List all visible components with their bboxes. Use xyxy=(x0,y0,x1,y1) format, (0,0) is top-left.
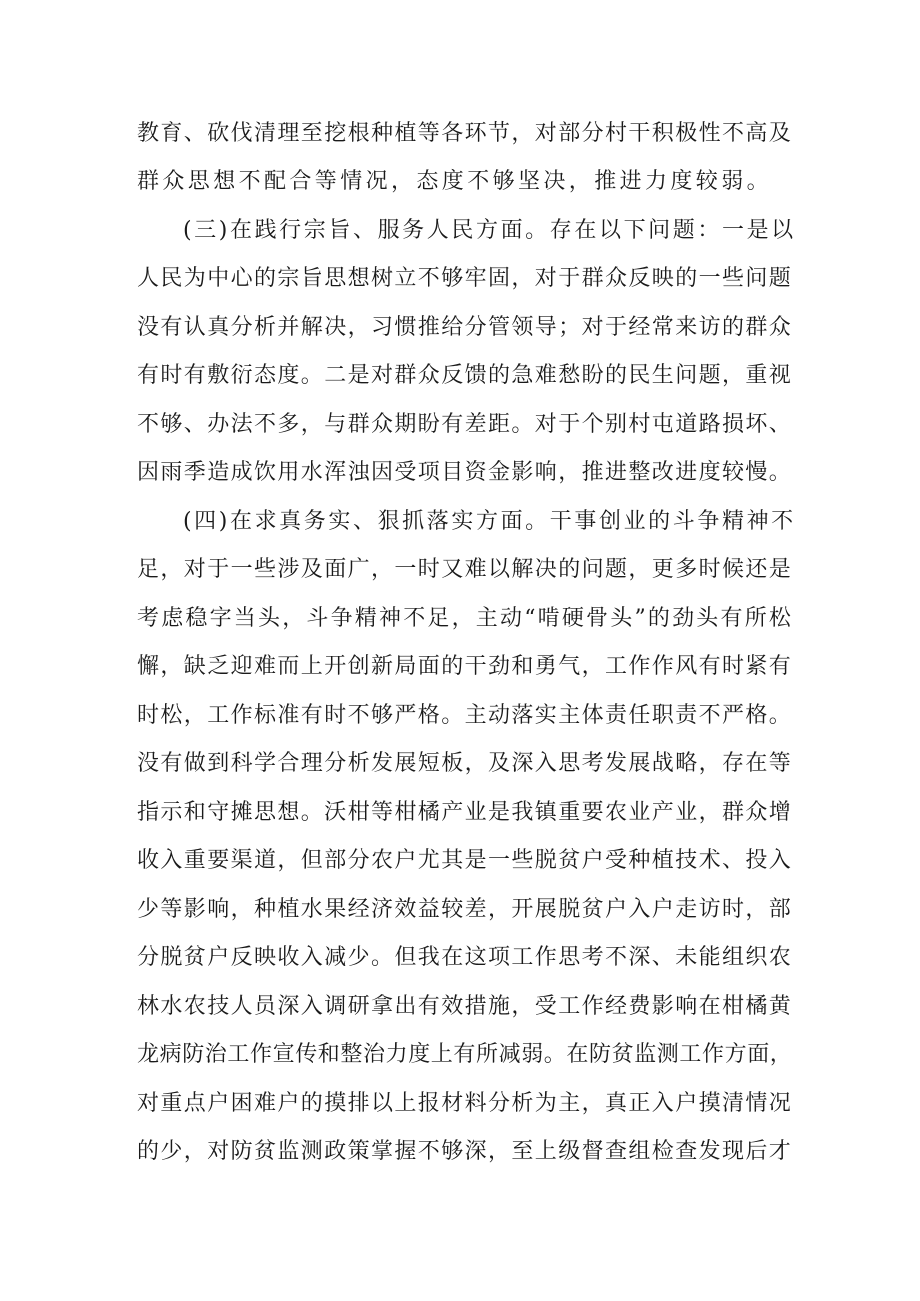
text-line: 时松，工作标准有时不够严格。主动落实主体责任职责不严格。 xyxy=(137,703,793,728)
text-line: 人民为中心的宗旨思想树立不够牢固，对于群众反映的一些问题 xyxy=(137,266,793,291)
text-line: 群众思想不配合等情况，态度不够坚决，推进力度较弱。 xyxy=(137,169,773,194)
text-line: 对重点户困难户的摸排以上报材料分析为主，真正入户摸清情况 xyxy=(137,1091,793,1116)
text-line: 没有做到科学合理分析发展短板，及深入思考发展战略，存在等 xyxy=(137,751,793,776)
text-line: 少等影响，种植水果经济效益较差，开展脱贫户入户走访时，部 xyxy=(137,897,793,922)
text-line: 因雨季造成饮用水浑浊因受项目资金影响，推进整改进度较慢。 xyxy=(137,460,793,485)
text-line: 没有认真分析并解决，习惯推给分管领导；对于经常来访的群众 xyxy=(137,315,793,340)
text-line: 收入重要渠道，但部分农户尤其是一些脱贫户受种植技术、投入 xyxy=(137,848,793,873)
text-line: 考虑稳字当头，斗争精神不足，主动“啃硬骨头”的劲头有所松 xyxy=(137,606,794,631)
text-line: 教育、砍伐清理至挖根种植等各环节，对部分村干积极性不高及 xyxy=(137,121,793,146)
text-line: 不够、办法不多，与群众期盼有差距。对于个别村屯道路损坏、 xyxy=(137,412,793,437)
text-line: 指示和守摊思想。沃柑等柑橘产业是我镇重要农业产业，群众增 xyxy=(137,800,793,825)
text-line: 足，对于一些涉及面广，一时又难以解决的问题，更多时候还是 xyxy=(137,557,793,582)
text-line: 的少，对防贫监测政策掌握不够深，至上级督查组检查发现后才 xyxy=(137,1139,793,1164)
text-line: 分脱贫户反映收入减少。但我在这项工作思考不深、未能组织农 xyxy=(137,945,793,970)
text-line: 林水农技人员深入调研拿出有效措施，受工作经费影响在柑橘黄 xyxy=(137,994,793,1019)
section-heading-4: (四)在求真务实、狠抓落实方面。干事创业的斗争精神不 xyxy=(183,509,796,534)
text-line: 懈，缺乏迎难而上开创新局面的干劲和勇气，工作作风有时紧有 xyxy=(137,654,793,679)
text-line: 有时有敷衍态度。二是对群众反馈的急难愁盼的民生问题，重视 xyxy=(137,363,793,388)
section-heading-3: (三)在践行宗旨、服务人民方面。存在以下问题：一是以 xyxy=(183,218,796,243)
text-line: 龙病防治工作宣传和整治力度上有所减弱。在防贫监测工作方面， xyxy=(137,1042,793,1067)
